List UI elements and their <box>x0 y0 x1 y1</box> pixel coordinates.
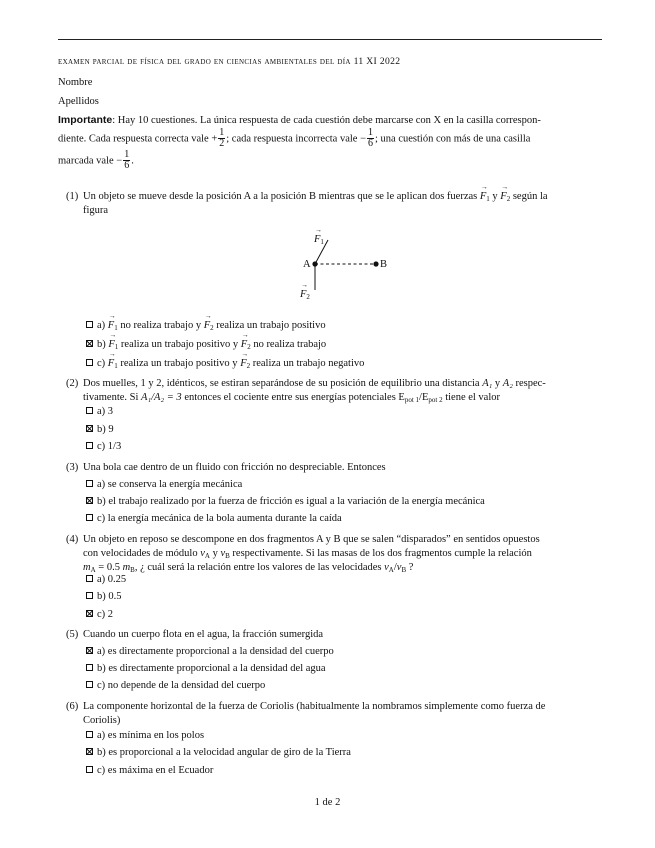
q1-option-c[interactable]: $c) \to F_1$ realiza un trabajo positivo $y \to F_2$ realiza un trabajo negativo <box>86 357 364 371</box>
q4-option-a[interactable]: a) 0.25 <box>86 573 126 587</box>
q1-option-b[interactable]: $b) \to F_1$ realiza un trabajo positivo $y \to F_2$ no realiza trabajo <box>86 338 326 352</box>
instructions-text-1: : Hay 10 cuestiones. La única respuesta de cada cuestión debe marcarse con X en la casilla correspon- <box>112 115 541 126</box>
point-a <box>312 261 317 266</box>
q3-option-a[interactable]: a) se conserva la energía mecánica <box>86 478 242 492</box>
q3-option-c[interactable]: c) la energía mecánica de la bola aumenta durante la caída <box>86 512 342 526</box>
checkbox[interactable] <box>86 442 93 449</box>
q6-option-b[interactable]: b) es proporcional a la velocidad angular de giro de la Tierra <box>86 746 351 760</box>
top-rule <box>58 39 602 40</box>
q4-option-c[interactable]: c) 2 <box>86 608 113 622</box>
q2-option-a[interactable]: a) 3 <box>86 405 113 419</box>
checkbox[interactable] <box>86 647 93 654</box>
q2-option-c[interactable]: c) 1/3 <box>86 440 121 454</box>
instructions-text-2: diente. Cada respuesta correcta vale + <box>58 133 218 145</box>
q6-option-c[interactable]: c) es máxima en el Ecuador <box>86 764 213 778</box>
fraction-incorrect: $\frac{1}{6}$ <box>368 126 373 150</box>
checkbox[interactable] <box>86 592 93 599</box>
q3-option-b[interactable]: b) el trabajo realizado por la fuerza de fricción es igual a la variación de la energía mecánica <box>86 495 485 509</box>
q6-option-a[interactable]: a) es mínima en los polos <box>86 729 204 743</box>
label-f2: → $F_2$ <box>300 288 310 302</box>
instructions: Importante: Hay 10 cuestiones. La única respuesta de cada cuestión debe marcarse con X en la casilla correspon- diente. Cada respuesta correcta vale + $\frac{1}{2}$ ; cada respuesta incorrecta vale − $\frac{1}{6}$ ; una cuestión con más de una casilla marcada vale − $\frac{1}{6}$ . <box>58 114 541 172</box>
question-1: (1) Un objeto se mueve desde la posición A a la posición B mientras que se le aplican dos fuerzas → $F_1$ $y \to F_2$ según la figura <box>66 190 602 218</box>
f2-symbol: → F <box>500 190 506 204</box>
question-2: (2) Dos muelles, 1 y 2, idénticos, se estiran separándose de su posición de equilibrio una distancia A₁ y A₂ respec- tivamente. Si A₁/A₂ = 3 entonces el cociente entre sus energías potenciales $E_{pot 1}/E_{pot 2}$ tiene el valor <box>66 378 546 404</box>
label-f1: → $F_1$ <box>314 233 324 247</box>
instructions-label: Importante <box>58 114 113 126</box>
point-b <box>373 261 378 266</box>
question-6: (6) La componente horizontal de la fuerza de Coriolis (habitualmente la nombramos simplemente como fuerza de Coriolis) <box>66 701 546 726</box>
checkbox[interactable] <box>86 664 93 671</box>
checkbox[interactable] <box>86 748 93 755</box>
checkbox[interactable] <box>86 425 93 432</box>
q5-option-a[interactable]: a) es directamente proporcional a la densidad del cuerpo <box>86 645 334 659</box>
instructions-text-4: ; una cuestión con más de una casilla <box>375 133 531 145</box>
instructions-text-5: marcada vale − <box>58 155 123 167</box>
checkbox[interactable] <box>86 575 93 582</box>
checkbox[interactable] <box>86 766 93 773</box>
question-4: (4) Un objeto en reposo se descompone en dos fragmentos A y B que se salen “disparados” en sentidos opuestos con velocidades de módulo $v_A$ y $v_B$ respectivamente. Si las masas de los dos fragmentos cumple la relación $m_A = 0.5$ $m_B$, ¿ cuál será la relación entre los valores de las velocidades $v_A/v_B$ ? <box>66 534 540 574</box>
nombre-field: Nombre <box>58 77 93 88</box>
checkbox[interactable] <box>86 340 93 347</box>
checkbox[interactable] <box>86 480 93 487</box>
page-number: 1 de 2 <box>314 797 341 808</box>
exam-header: examen parcial de física del grado en ciencias ambientales del día 11 XI 2022 <box>58 56 401 67</box>
fraction-correct: $\frac{1}{2}$ <box>219 126 225 150</box>
f1-symbol: → F <box>480 190 486 204</box>
fraction-multiple: $\frac{1}{6}$ <box>124 148 130 172</box>
apellidos-field: Apellidos <box>58 96 99 107</box>
q5-option-c[interactable]: c) no depende de la densidad del cuerpo <box>86 679 265 693</box>
checkbox[interactable] <box>86 681 93 688</box>
q2-option-b[interactable]: b) 9 <box>86 423 114 437</box>
question-3: (3) Una bola cae dentro de un fluido con fricción no despreciable. Entonces <box>66 462 386 473</box>
q4-option-b[interactable]: b) 0.5 <box>86 590 122 604</box>
question-5: (5) Cuando un cuerpo flota en el agua, la fracción sumergida <box>66 629 324 640</box>
checkbox[interactable] <box>86 610 93 617</box>
checkbox[interactable] <box>86 731 93 738</box>
label-a: A <box>303 259 311 270</box>
checkbox[interactable] <box>86 359 93 366</box>
checkbox[interactable] <box>86 407 93 414</box>
checkbox[interactable] <box>86 514 93 521</box>
label-b: B <box>380 259 388 270</box>
force-diagram <box>290 228 400 306</box>
q5-option-b[interactable]: b) es directamente proporcional a la densidad del agua <box>86 662 326 676</box>
q1-option-a[interactable]: $a) \to F_1$ no realiza trabajo $y \to F_2$ realiza un trabajo positivo <box>86 319 326 333</box>
instructions-text-3: ; cada respuesta incorrecta vale − <box>226 133 366 145</box>
checkbox[interactable] <box>86 497 93 504</box>
checkbox[interactable] <box>86 321 93 328</box>
